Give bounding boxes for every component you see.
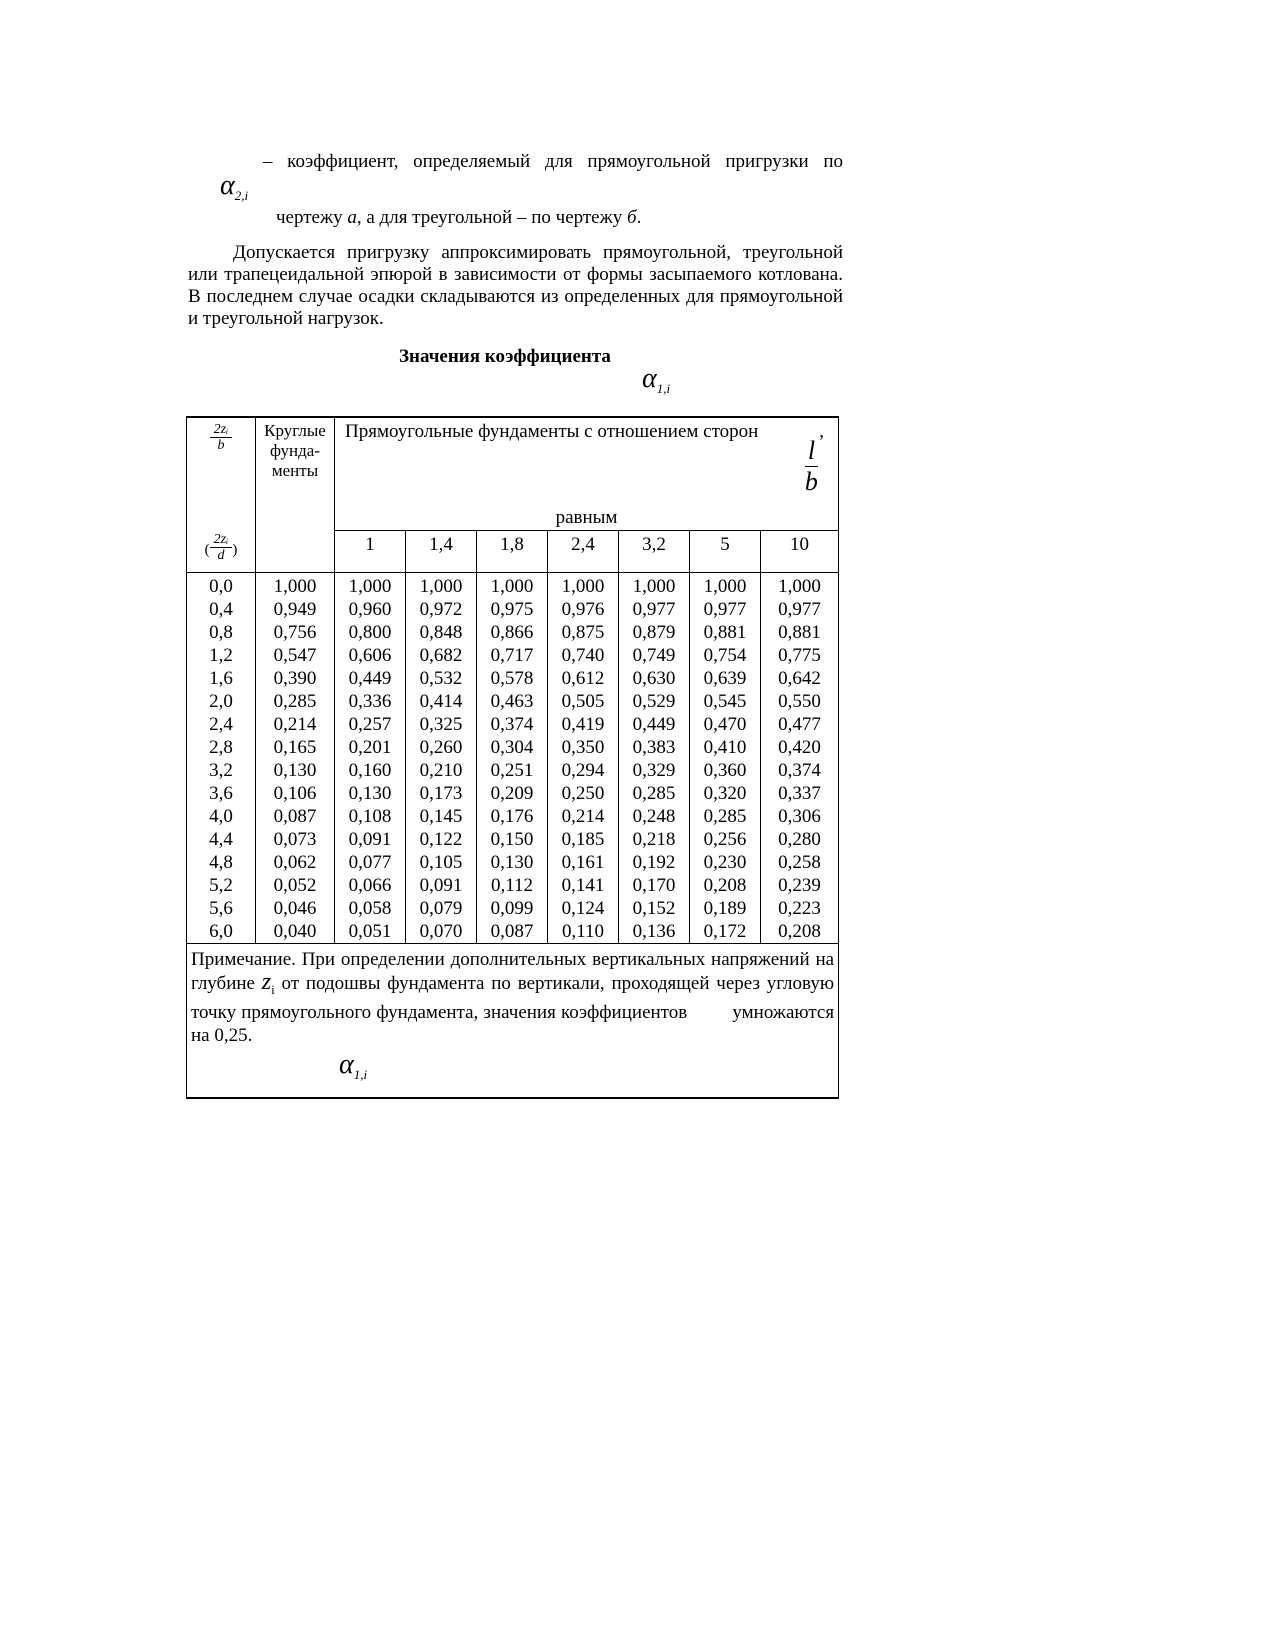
alpha-2i-sub: 2,i	[234, 188, 249, 203]
note-text-1: Примечание. При определении дополнительных вертикальных напряжений на глубине	[191, 949, 835, 994]
value-cell: 0,165	[256, 736, 335, 759]
value-cell: 0,306	[761, 805, 839, 828]
value-cell: 0,152	[619, 897, 690, 920]
rect-header	[335, 417, 839, 507]
value-cell: 0,976	[548, 598, 619, 621]
value-cell: 0,320	[690, 782, 761, 805]
value-cell: 0,218	[619, 828, 690, 851]
value-cell: 0,189	[690, 897, 761, 920]
value-cell: 0,285	[690, 805, 761, 828]
table-row	[187, 690, 839, 713]
intro-line1-text: – коэффициент, определяемый для прямоугольной пригрузки по	[263, 151, 843, 172]
value-cell: 0,639	[690, 667, 761, 690]
value-cell: 0,201	[335, 736, 406, 759]
ratio-l: l	[805, 436, 818, 467]
rect-equal-row	[335, 507, 839, 530]
table-row	[187, 805, 839, 828]
ratio-header-4: 3,2	[619, 530, 690, 573]
value-cell: 0,463	[477, 690, 548, 713]
value-cell: 1,000	[477, 573, 548, 599]
table-row	[187, 828, 839, 851]
value-cell: 0,477	[761, 713, 839, 736]
table-row	[187, 573, 839, 599]
intro-line2-c: , а для треугольной – по чертежу	[356, 207, 627, 228]
value-cell: 0,062	[256, 851, 335, 874]
ratio-b: b	[804, 467, 818, 496]
value-cell: 0,329	[619, 759, 690, 782]
depth-ratio-b	[210, 422, 233, 453]
value-cell: 0,124	[548, 897, 619, 920]
value-cell: 0,091	[406, 874, 477, 897]
value-cell: 0,258	[761, 851, 839, 874]
value-cell: 0,260	[406, 736, 477, 759]
note-alpha-char: α	[339, 1048, 354, 1080]
depth-ratio-d-den: d	[217, 548, 225, 563]
alpha-2i-symbol	[220, 172, 248, 210]
value-cell: 0,105	[406, 851, 477, 874]
value-cell: 0,250	[548, 782, 619, 805]
table-row	[187, 667, 839, 690]
depth-cell: 0,0	[187, 573, 256, 599]
value-cell: 0,280	[761, 828, 839, 851]
value-cell: 0,173	[406, 782, 477, 805]
value-cell: 0,208	[690, 874, 761, 897]
value-cell: 0,612	[548, 667, 619, 690]
ratio-l-b	[805, 436, 818, 497]
value-cell: 0,360	[690, 759, 761, 782]
value-cell: 0,419	[548, 713, 619, 736]
ratio-header-2: 1,8	[477, 530, 548, 573]
table-row	[187, 621, 839, 644]
value-cell: 0,077	[335, 851, 406, 874]
value-cell: 0,390	[256, 667, 335, 690]
depth-cell: 2,0	[187, 690, 256, 713]
value-cell: 0,256	[690, 828, 761, 851]
value-cell: 1,000	[406, 573, 477, 599]
value-cell: 0,112	[477, 874, 548, 897]
value-cell: 0,070	[406, 920, 477, 944]
value-cell: 0,208	[761, 920, 839, 944]
depth-cell: 2,4	[187, 713, 256, 736]
value-cell: 0,145	[406, 805, 477, 828]
value-cell: 0,170	[619, 874, 690, 897]
value-cell: 0,285	[619, 782, 690, 805]
depth-ratio-d-open: (	[204, 541, 210, 558]
depth-ratio-d	[210, 532, 233, 563]
value-cell: 0,414	[406, 690, 477, 713]
intro-line2-b: а	[347, 207, 357, 228]
rect-header-label: Прямоугольные фундаменты с отношением сторон	[345, 421, 759, 442]
depth-ratio-d-num: 2zᵢ	[210, 532, 233, 548]
note-z: z	[261, 969, 272, 995]
note-text-2: от подошвы фундамента по вертикали, проходящей через угловую точку прямоугольного фундамента, значения коэффициентов	[191, 973, 835, 1023]
value-cell: 1,000	[548, 573, 619, 599]
col-depth-header	[187, 417, 256, 530]
depth-ratio-b-den: b	[217, 438, 225, 453]
round-foundations-label: Круглые фунда-менты	[264, 421, 326, 480]
value-cell: 0,505	[548, 690, 619, 713]
value-cell: 0,975	[477, 598, 548, 621]
value-cell: 0,800	[335, 621, 406, 644]
depth-ratio-d-close: )	[232, 541, 238, 558]
table-row	[187, 713, 839, 736]
value-cell: 0,875	[548, 621, 619, 644]
value-cell: 0,749	[619, 644, 690, 667]
depth-cell: 5,2	[187, 874, 256, 897]
note-z-sub: i	[271, 981, 275, 997]
value-cell: 0,336	[335, 690, 406, 713]
depth-cell: 2,8	[187, 736, 256, 759]
table-row	[187, 897, 839, 920]
value-cell: 0,337	[761, 782, 839, 805]
value-cell: 0,141	[548, 874, 619, 897]
depth-cell: 3,6	[187, 782, 256, 805]
value-cell: 0,051	[335, 920, 406, 944]
value-cell: 0,350	[548, 736, 619, 759]
value-cell: 0,972	[406, 598, 477, 621]
note-alpha	[339, 1048, 834, 1089]
value-cell: 0,239	[761, 874, 839, 897]
value-cell: 0,257	[335, 713, 406, 736]
value-cell: 0,879	[619, 621, 690, 644]
table-row	[187, 598, 839, 621]
table-row	[187, 644, 839, 667]
rect-equal-label: равным	[555, 507, 618, 529]
table-row	[187, 920, 839, 944]
value-cell: 0,073	[256, 828, 335, 851]
value-cell: 0,223	[761, 897, 839, 920]
value-cell: 0,642	[761, 667, 839, 690]
value-cell: 1,000	[335, 573, 406, 599]
value-cell: 0,529	[619, 690, 690, 713]
value-cell: 0,136	[619, 920, 690, 944]
ratio-header-1: 1,4	[406, 530, 477, 573]
depth-cell: 4,4	[187, 828, 256, 851]
value-cell: 0,210	[406, 759, 477, 782]
value-cell: 0,052	[256, 874, 335, 897]
value-cell: 0,087	[477, 920, 548, 944]
value-cell: 0,325	[406, 713, 477, 736]
value-cell: 0,130	[335, 782, 406, 805]
value-cell: 0,532	[406, 667, 477, 690]
value-cell: 0,066	[335, 874, 406, 897]
value-cell: 0,285	[256, 690, 335, 713]
ratio-header-0: 1	[335, 530, 406, 573]
value-cell: 0,130	[477, 851, 548, 874]
table-title	[399, 346, 611, 368]
value-cell: 0,449	[335, 667, 406, 690]
intro-line1	[263, 151, 843, 173]
value-cell: 0,470	[690, 713, 761, 736]
value-cell: 0,410	[690, 736, 761, 759]
depth-cell: 1,6	[187, 667, 256, 690]
depth-cell: 4,0	[187, 805, 256, 828]
value-cell: 0,150	[477, 828, 548, 851]
table-title-alpha-sub: 1,i	[656, 381, 671, 396]
value-cell: 0,449	[619, 713, 690, 736]
depth-cell: 0,8	[187, 621, 256, 644]
value-cell: 0,251	[477, 759, 548, 782]
ratio-header-5: 5	[690, 530, 761, 573]
value-cell: 0,110	[548, 920, 619, 944]
value-cell: 0,106	[256, 782, 335, 805]
value-cell: 0,160	[335, 759, 406, 782]
value-cell: 0,172	[690, 920, 761, 944]
value-cell: 0,130	[256, 759, 335, 782]
depth-cell: 4,8	[187, 851, 256, 874]
note-text-3: умножаются на 0,25.	[191, 1001, 835, 1046]
value-cell: 0,775	[761, 644, 839, 667]
ratio-header-3: 2,4	[548, 530, 619, 573]
value-cell: 0,756	[256, 621, 335, 644]
value-cell: 0,881	[761, 621, 839, 644]
intro-line2-e: .	[636, 207, 642, 228]
value-cell: 0,949	[256, 598, 335, 621]
value-cell: 0,977	[619, 598, 690, 621]
coefficient-table	[186, 416, 839, 1099]
table-row	[187, 874, 839, 897]
value-cell: 0,122	[406, 828, 477, 851]
value-cell: 0,108	[335, 805, 406, 828]
value-cell: 0,087	[256, 805, 335, 828]
value-cell: 1,000	[761, 573, 839, 599]
body-paragraph: Допускается пригрузку аппроксимировать прямоугольной, треугольной или трапецеидальной эпюрой в зависимости от формы засыпаемого котлована. В последнем случае осадки складываются из определенных для прямоугольной и треугольной нагрузок.	[188, 242, 843, 329]
value-cell: 0,977	[690, 598, 761, 621]
value-cell: 0,374	[761, 759, 839, 782]
depth-ratio-b-num: 2zᵢ	[210, 422, 233, 438]
depth-cell: 5,6	[187, 897, 256, 920]
value-cell: 0,248	[619, 805, 690, 828]
value-cell: 0,185	[548, 828, 619, 851]
value-cell: 0,079	[406, 897, 477, 920]
value-cell: 0,866	[477, 621, 548, 644]
depth-ratio-d-cell	[187, 530, 256, 573]
value-cell: 0,960	[335, 598, 406, 621]
value-cell: 0,214	[256, 713, 335, 736]
value-cell: 1,000	[619, 573, 690, 599]
value-cell: 0,682	[406, 644, 477, 667]
col-round-header	[256, 417, 335, 573]
value-cell: 0,630	[619, 667, 690, 690]
table-title-text: Значения коэффициента	[399, 346, 611, 367]
value-cell: 0,046	[256, 897, 335, 920]
value-cell: 0,058	[335, 897, 406, 920]
note-alpha-sub: 1,i	[353, 1066, 368, 1082]
depth-cell: 1,2	[187, 644, 256, 667]
depth-cell: 0,4	[187, 598, 256, 621]
value-cell: 0,040	[256, 920, 335, 944]
value-cell: 0,214	[548, 805, 619, 828]
value-cell: 0,977	[761, 598, 839, 621]
table-row	[187, 851, 839, 874]
value-cell: 0,374	[477, 713, 548, 736]
table-row	[187, 736, 839, 759]
value-cell: 0,192	[619, 851, 690, 874]
alpha-2i-char: α	[220, 170, 235, 201]
ratio-header-6: 10	[761, 530, 839, 573]
value-cell: 0,754	[690, 644, 761, 667]
value-cell: 0,209	[477, 782, 548, 805]
value-cell: 0,230	[690, 851, 761, 874]
value-cell: 0,294	[548, 759, 619, 782]
value-cell: 0,740	[548, 644, 619, 667]
value-cell: 0,547	[256, 644, 335, 667]
value-cell: 0,176	[477, 805, 548, 828]
value-cell: 0,545	[690, 690, 761, 713]
rect-header-comma: ,	[819, 421, 825, 442]
table-title-alpha	[642, 365, 670, 403]
value-cell: 0,550	[761, 690, 839, 713]
intro-line2-d: б	[627, 207, 637, 228]
table-row	[187, 782, 839, 805]
value-cell: 0,161	[548, 851, 619, 874]
value-cell: 0,099	[477, 897, 548, 920]
intro-line2	[276, 207, 641, 229]
intro-line2-a: чертежу	[276, 207, 348, 228]
table-row	[187, 759, 839, 782]
value-cell: 0,383	[619, 736, 690, 759]
table-note	[187, 944, 839, 1098]
value-cell: 0,304	[477, 736, 548, 759]
value-cell: 0,717	[477, 644, 548, 667]
value-cell: 0,606	[335, 644, 406, 667]
value-cell: 0,881	[690, 621, 761, 644]
value-cell: 1,000	[690, 573, 761, 599]
value-cell: 0,091	[335, 828, 406, 851]
value-cell: 0,848	[406, 621, 477, 644]
value-cell: 1,000	[256, 573, 335, 599]
depth-cell: 6,0	[187, 920, 256, 944]
table-title-alpha-char: α	[642, 363, 657, 394]
depth-cell: 3,2	[187, 759, 256, 782]
value-cell: 0,420	[761, 736, 839, 759]
value-cell: 0,578	[477, 667, 548, 690]
